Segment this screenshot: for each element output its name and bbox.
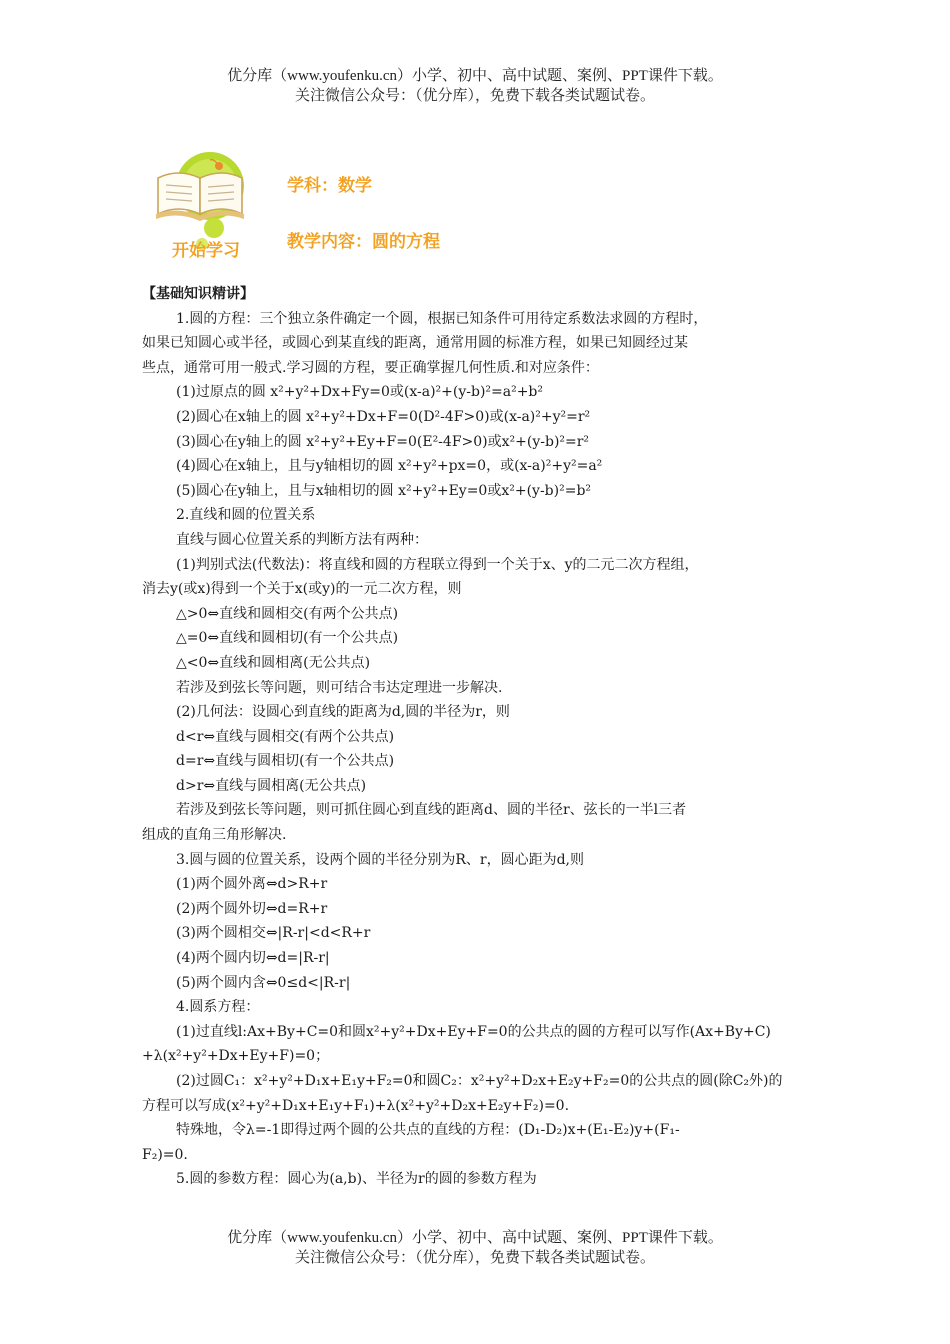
body-line: 些点，通常可用一般式.学习圆的方程，要正确掌握几何性质.和对应条件： [142,359,599,376]
body-line: (3)两个圆相交⇔|R-r|<d<R+r [176,925,371,942]
footer-line-1: 优分库（www.youfenku.cn）小学、初中、高中试题、案例、PPT课件下载。 [227,1230,723,1246]
body-lines [142,307,810,1192]
body-line: 如果已知圆心或半径，或圆心到某直线的距离，通常用圆的标准方程，如果已知圆经过某 [142,335,688,352]
body-line: (1)过直线l:Ax+By+C=0和圆x²+y²+Dx+Ey+F=0的公共点的圆的方程可以写作(Ax+By+C) [176,1023,771,1040]
page-header [0,66,950,106]
page-footer [0,1228,950,1268]
body-line: (1)判别式法(代数法)：将直线和圆的方程联立得到一个关于x、y的二元二次方程组， [176,556,699,573]
body-line: d=r⇔直线与圆相切(有一个公共点) [176,753,395,770]
body-line: (2)两个圆外切⇔d=R+r [176,900,328,917]
body-line: (1)两个圆外离⇔d>R+r [176,876,328,893]
body-line: △<0⇔直线和圆相离(无公共点) [176,654,371,671]
body-line: 2.直线和圆的位置关系 [176,507,316,524]
start-learning-logo [148,148,260,264]
body-line: (2)圆心在x轴上的圆 x²+y²+Dx+F=0(D²-4F>0)或(x-a)²+y²=r² [176,408,591,425]
body-line: 若涉及到弦长等问题，则可结合韦达定理进一步解决. [176,679,503,696]
body-line: 消去y(或x)得到一个关于x(或y)的一元二次方程，则 [142,581,462,598]
body-line: 3.圆与圆的位置关系，设两个圆的半径分别为R、r，圆心距为d,则 [176,851,585,868]
footer-line-2: 关注微信公众号：（优分库），免费下载各类试题试卷。 [294,1250,655,1266]
body-line: +λ(x²+y²+Dx+Ey+F)=0； [142,1048,330,1065]
body-line: (4)两个圆内切⇔d=|R-r| [176,950,330,967]
body-line: (1)过原点的圆 x²+y²+Dx+Fy=0或(x-a)²+(y-b)²=a²+b² [176,384,544,401]
body-line: △=0⇔直线和圆相切(有一个公共点) [176,630,399,647]
subject-label: 学科：数学 [287,176,372,196]
body-line: (5)圆心在y轴上，且与x轴相切的圆 x²+y²+Ey=0或x²+(y-b)²=b² [176,482,592,499]
body-line: 1.圆的方程：三个独立条件确定一个圆，根据已知条件可用待定系数法求圆的方程时， [176,310,708,327]
body-line: 直线与圆心位置关系的判断方法有两种： [176,531,428,548]
body-line: d>r⇔直线与圆相离(无公共点) [176,777,367,794]
body-line: (5)两个圆内含⇔0≤d<|R-r| [176,974,351,991]
body-line: (3)圆心在y轴上的圆 x²+y²+Ey+F=0(E²-4F>0)或x²+(y-b)²=r² [176,433,590,450]
body-line: 方程可以写成(x²+y²+D₁x+E₁y+F₁)+λ(x²+y²+D₂x+E₂y+F₂)=0. [142,1097,570,1114]
body-line: 组成的直角三角形解决. [142,827,287,844]
body-line: d<r⇔直线与圆相交(有两个公共点) [176,728,395,745]
body-line: △>0⇔直线和圆相交(有两个公共点) [176,605,399,622]
body-line: 5.圆的参数方程：圆心为(a,b)、半径为r的圆的参数方程为 [176,1171,537,1188]
header-line-1: 优分库（www.youfenku.cn）小学、初中、高中试题、案例、PPT课件下载。 [227,68,723,84]
teaching-content-title: 教学内容：圆的方程 [287,232,440,252]
header-line-2: 关注微信公众号：（优分库），免费下载各类试题试卷。 [294,88,655,104]
section-title: 【基础知识精讲】 [142,286,254,302]
open-book-icon [148,148,260,264]
body-line: F₂)=0. [142,1146,188,1163]
body-line: (4)圆心在x轴上，且与y轴相切的圆 x²+y²+px=0，或(x-a)²+y²=a² [176,458,603,475]
body-line: (2)过圆C₁：x²+y²+D₁x+E₁y+F₂=0和圆C₂：x²+y²+D₂x+E₂y+F₂=0的公共点的圆(除C₂外)的 [176,1073,783,1089]
body-line: 4.圆系方程： [176,999,260,1016]
body-line: (2)几何法：设圆心到直线的距离为d,圆的半径为r，则 [176,704,510,721]
body-line: 若涉及到弦长等问题，则可抓住圆心到直线的距离d、圆的半径r、弦长的一半l三者 [176,802,687,819]
body-line: 特殊地，令λ=-1即得过两个圆的公共点的直线的方程：(D₁-D₂)x+(E₁-E₂)y+(F₁- [176,1122,680,1139]
logo-text: 开始学习 [172,241,240,261]
document-body [142,282,810,1192]
